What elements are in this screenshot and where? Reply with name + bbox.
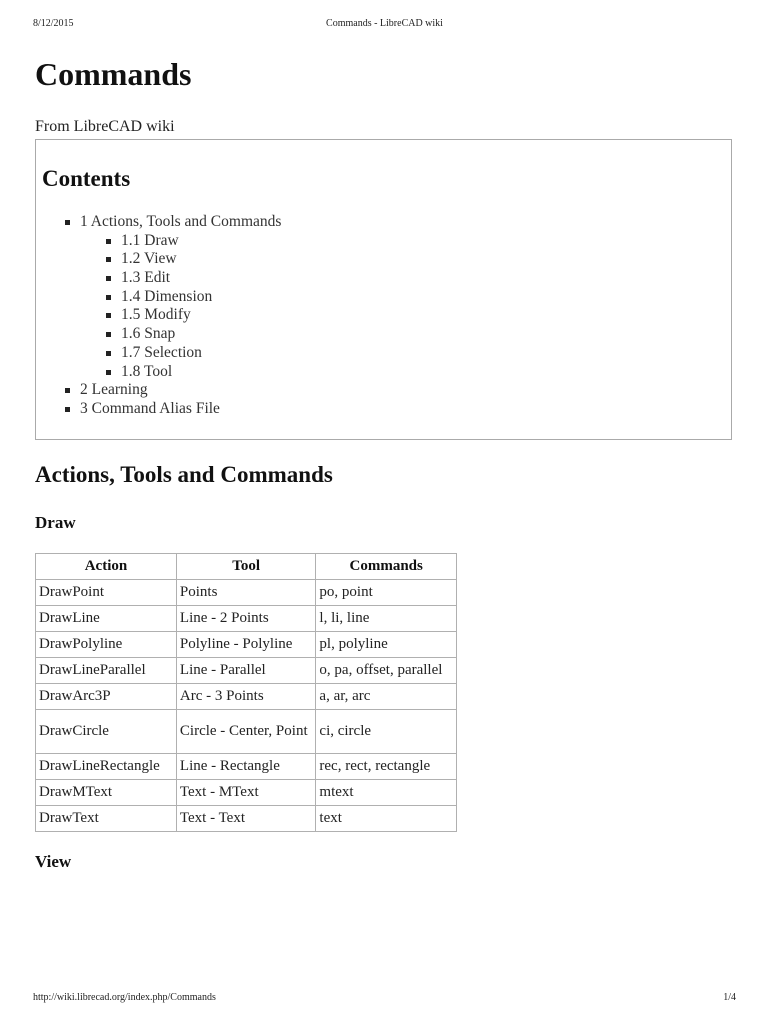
print-date: 8/12/2015	[33, 18, 74, 29]
toc-list	[42, 213, 281, 419]
table-row	[36, 580, 457, 606]
toc-link[interactable]: 3 Command Alias File	[80, 399, 220, 417]
toc-link[interactable]: 1.3 Edit	[121, 269, 171, 287]
table-row	[36, 806, 457, 832]
toc-link[interactable]: 1.1 Draw	[121, 231, 179, 249]
print-page-number: 1/4	[723, 992, 736, 1003]
table-row	[36, 710, 457, 754]
commands-cell: l, li, line	[316, 606, 457, 632]
tool-cell: Text - Text	[176, 806, 316, 832]
toc-link[interactable]: 1.6 Snap	[121, 325, 176, 343]
commands-cell: ci, circle	[316, 710, 457, 754]
commands-cell: mtext	[316, 780, 457, 806]
bullet-icon	[106, 313, 111, 318]
bullet-icon	[106, 239, 111, 244]
toc-item	[42, 250, 281, 269]
table-header-row	[36, 554, 457, 580]
action-cell: DrawPoint	[36, 580, 177, 606]
toc-item	[42, 288, 281, 307]
tool-cell: Polyline - Polyline	[176, 632, 316, 658]
toc-item	[42, 213, 281, 232]
print-doc-title: Commands - LibreCAD wiki	[326, 18, 443, 29]
table-row	[36, 658, 457, 684]
print-url: http://wiki.librecad.org/index.php/Commands	[33, 992, 216, 1003]
action-cell: DrawLineParallel	[36, 658, 177, 684]
action-cell: DrawLineRectangle	[36, 754, 177, 780]
toc-item	[42, 344, 281, 363]
toc-item	[42, 306, 281, 325]
toc-link[interactable]: 1 Actions, Tools and Commands	[80, 213, 282, 230]
commands-cell: po, point	[316, 580, 457, 606]
tool-cell: Circle - Center, Point	[176, 710, 316, 754]
commands-cell: text	[316, 806, 457, 832]
toc-item	[42, 363, 281, 382]
section-title: Actions, Tools and Commands	[35, 462, 333, 487]
tool-cell: Line - Parallel	[176, 658, 316, 684]
toc-link[interactable]: 1.8 Tool	[121, 362, 173, 380]
bullet-icon	[65, 407, 70, 412]
tool-cell: Line - Rectangle	[176, 754, 316, 780]
action-cell: DrawPolyline	[36, 632, 177, 658]
action-cell: DrawLine	[36, 606, 177, 632]
toc-item	[42, 232, 281, 251]
table-row	[36, 606, 457, 632]
bullet-icon	[106, 276, 111, 281]
bullet-icon	[106, 257, 111, 262]
commands-cell: o, pa, offset, parallel	[316, 658, 457, 684]
tool-cell: Points	[176, 580, 316, 606]
column-header-action: Action	[36, 554, 177, 580]
toc-item	[42, 381, 281, 400]
bullet-icon	[106, 370, 111, 375]
tool-cell: Arc - 3 Points	[176, 684, 316, 710]
draw-heading: Draw	[35, 513, 76, 532]
action-cell: DrawText	[36, 806, 177, 832]
bullet-icon	[65, 220, 70, 225]
commands-cell: rec, rect, rectangle	[316, 754, 457, 780]
action-cell: DrawArc3P	[36, 684, 177, 710]
page-title: Commands	[35, 56, 192, 92]
toc-item	[42, 269, 281, 288]
print-footer	[33, 992, 736, 1006]
toc-title: Contents	[42, 166, 131, 191]
bullet-icon	[65, 388, 70, 393]
commands-cell: pl, polyline	[316, 632, 457, 658]
toc-link[interactable]: 2 Learning	[80, 381, 148, 399]
table-row	[36, 780, 457, 806]
toc-item	[42, 400, 281, 419]
table-row	[36, 632, 457, 658]
column-header-commands: Commands	[316, 554, 457, 580]
print-header	[33, 18, 736, 32]
action-cell: DrawMText	[36, 780, 177, 806]
action-cell: DrawCircle	[36, 710, 177, 754]
commands-cell: a, ar, arc	[316, 684, 457, 710]
toc-link[interactable]: 1.5 Modify	[121, 306, 191, 324]
column-header-tool: Tool	[176, 554, 316, 580]
toc-link[interactable]: 1.2 View	[121, 250, 177, 268]
tool-cell: Line - 2 Points	[176, 606, 316, 632]
view-heading: View	[35, 852, 72, 871]
bullet-icon	[106, 295, 111, 300]
table-row	[36, 754, 457, 780]
tool-cell: Text - MText	[176, 780, 316, 806]
toc-item	[42, 325, 281, 344]
toc-link[interactable]: 1.7 Selection	[121, 343, 202, 361]
draw-commands-table	[35, 553, 457, 832]
page-subtitle: From LibreCAD wiki	[35, 118, 175, 135]
bullet-icon	[106, 332, 111, 337]
table-row	[36, 684, 457, 710]
toc-link[interactable]: 1.4 Dimension	[121, 287, 213, 305]
bullet-icon	[106, 351, 111, 356]
